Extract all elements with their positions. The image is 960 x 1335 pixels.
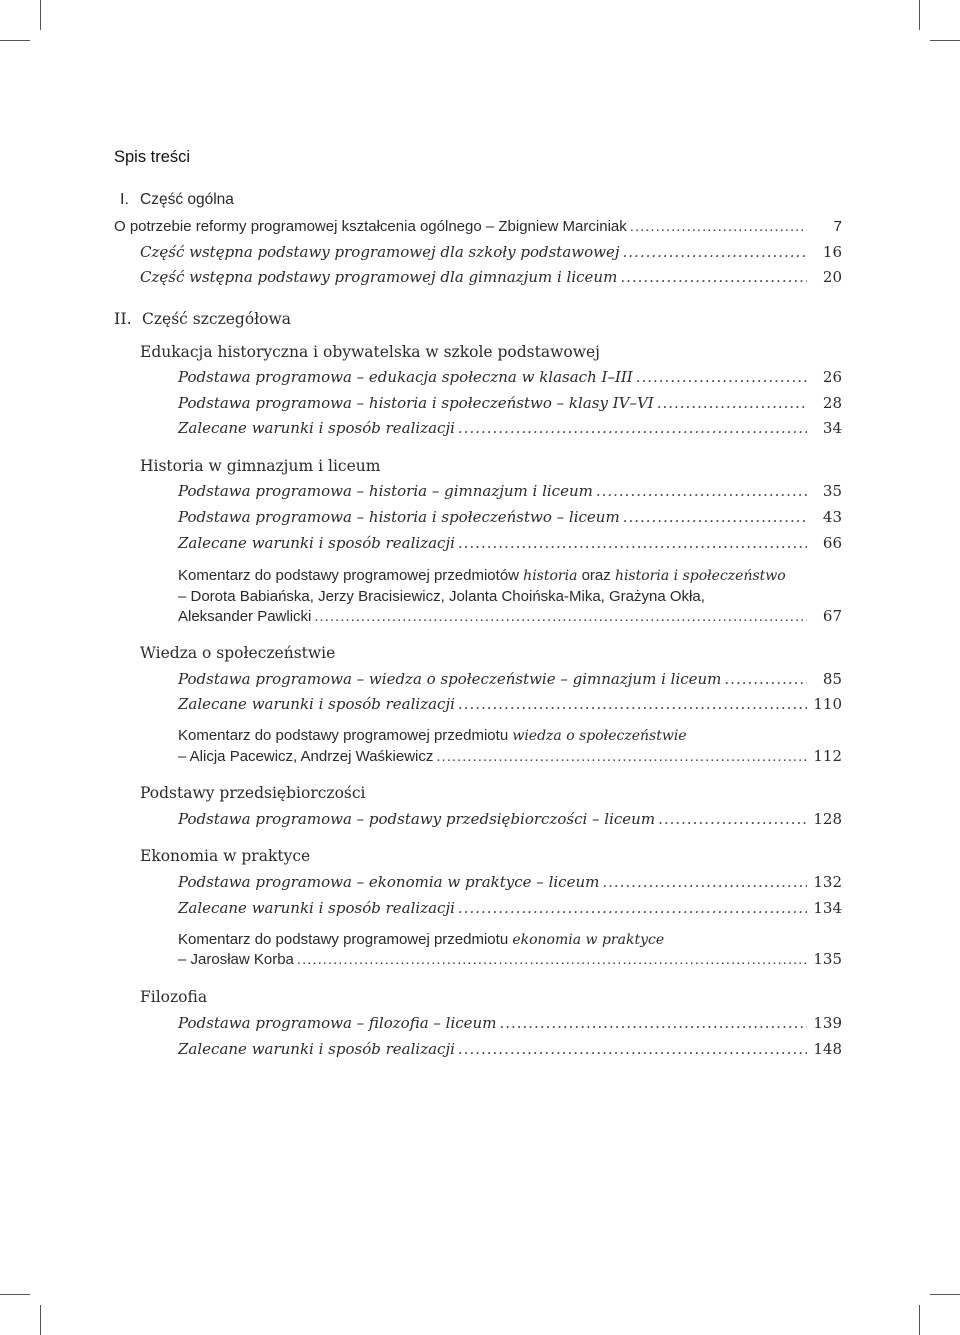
dot-leader bbox=[458, 898, 807, 918]
entry-label: Podstawa programowa – podstawy przedsiębiorczości – liceum bbox=[178, 810, 656, 828]
toc-entry[interactable] bbox=[178, 746, 842, 766]
entry-label: Zalecane warunki i sposób realizacji bbox=[178, 1040, 455, 1058]
entry-page: 7 bbox=[833, 218, 842, 235]
dot-leader bbox=[458, 694, 807, 714]
entry-label: – Alicja Pacewicz, Andrzej Waśkiewicz bbox=[178, 748, 434, 765]
toc-entry[interactable] bbox=[178, 1039, 842, 1059]
section-title-przedsiebiorczosc: Podstawy przedsiębiorczości bbox=[140, 784, 366, 802]
entry-page: 139 bbox=[813, 1014, 842, 1032]
part-1-number: I. bbox=[120, 191, 129, 208]
dot-leader bbox=[658, 809, 807, 829]
toc-entry[interactable] bbox=[140, 267, 842, 287]
toc-entry[interactable] bbox=[178, 367, 842, 387]
entry-page: 112 bbox=[813, 747, 842, 765]
entry-page: 135 bbox=[813, 950, 842, 968]
entry-page: 28 bbox=[822, 394, 842, 412]
comment-title bbox=[178, 930, 664, 950]
dot-leader bbox=[623, 507, 807, 527]
toc-entry[interactable] bbox=[114, 217, 842, 237]
entry-label: Zalecane warunki i sposób realizacji bbox=[178, 695, 455, 713]
dot-leader bbox=[630, 217, 807, 237]
entry-page: 66 bbox=[822, 534, 842, 552]
toc-entry[interactable] bbox=[178, 669, 842, 689]
entry-page: 43 bbox=[822, 508, 842, 526]
comment-subject: wiedza o społeczeństwie bbox=[512, 728, 687, 744]
dot-leader bbox=[314, 607, 807, 627]
crop-mark bbox=[40, 1305, 41, 1335]
dot-leader bbox=[724, 669, 807, 689]
comment-subject: historia bbox=[523, 568, 578, 584]
crop-mark bbox=[40, 0, 41, 30]
toc-entry[interactable] bbox=[178, 481, 842, 501]
dot-leader bbox=[602, 872, 807, 892]
entry-page: 34 bbox=[822, 419, 842, 437]
entry-label: Zalecane warunki i sposób realizacji bbox=[178, 419, 455, 437]
toc-entry[interactable] bbox=[178, 418, 842, 438]
entry-label: Zalecane warunki i sposób realizacji bbox=[178, 534, 455, 552]
crop-mark bbox=[919, 1305, 920, 1335]
entry-label: Podstawa programowa – historia i społeczeństwo – liceum bbox=[178, 508, 620, 526]
comment-authors: – Dorota Babiańska, Jerzy Bracisiewicz, Jolanta Choińska-Mika, Grażyna Okła, bbox=[178, 588, 705, 605]
crop-mark bbox=[930, 40, 960, 41]
comment-mid: oraz bbox=[577, 567, 615, 584]
part-2-number: II. bbox=[114, 309, 132, 328]
section-title-ekonomia: Ekonomia w praktyce bbox=[140, 847, 311, 865]
comment-title bbox=[178, 726, 687, 746]
entry-page: 134 bbox=[813, 899, 842, 917]
crop-mark bbox=[0, 40, 30, 41]
entry-label: Podstawa programowa – ekonomia w praktyce – liceum bbox=[178, 873, 600, 891]
toc-entry[interactable] bbox=[178, 1013, 842, 1033]
comment-subject: historia i społeczeństwo bbox=[614, 568, 786, 584]
dot-leader bbox=[620, 267, 807, 287]
entry-label: Podstawa programowa – historia i społeczeństwo – klasy IV–VI bbox=[178, 394, 654, 412]
entry-label: Część wstępna podstawy programowej dla gimnazjum i liceum bbox=[140, 268, 618, 286]
entry-label: – Jarosław Korba bbox=[178, 951, 294, 968]
dot-leader bbox=[458, 418, 807, 438]
dot-leader bbox=[499, 1013, 807, 1033]
toc-entry[interactable] bbox=[178, 872, 842, 892]
crop-mark bbox=[0, 1294, 30, 1295]
page-title: Spis treści bbox=[114, 148, 191, 166]
entry-label: Zalecane warunki i sposób realizacji bbox=[178, 899, 455, 917]
dot-leader bbox=[458, 1039, 807, 1059]
toc-entry[interactable] bbox=[178, 809, 842, 829]
entry-label: Podstawa programowa – historia – gimnazjum i liceum bbox=[178, 482, 593, 500]
entry-label: O potrzebie reformy programowej kształcenia ogólnego – Zbigniew Marciniak bbox=[114, 218, 627, 235]
dot-leader bbox=[436, 747, 807, 767]
comment-subject: ekonomia w praktyce bbox=[512, 932, 665, 948]
crop-mark bbox=[930, 1294, 960, 1295]
toc-entry[interactable] bbox=[178, 507, 842, 527]
entry-page: 85 bbox=[822, 670, 842, 688]
crop-mark bbox=[919, 0, 920, 30]
section-title-edukacja: Edukacja historyczna i obywatelska w szkole podstawowej bbox=[140, 343, 600, 361]
entry-page: 20 bbox=[822, 268, 842, 286]
comment-prefix: Komentarz do podstawy programowej przedmiotu bbox=[178, 931, 513, 948]
entry-label: Podstawa programowa – edukacja społeczna w klasach I–III bbox=[178, 368, 633, 386]
entry-page: 132 bbox=[813, 873, 842, 891]
entry-page: 67 bbox=[822, 607, 842, 625]
toc-entry[interactable] bbox=[178, 694, 842, 714]
comment-title bbox=[178, 566, 786, 586]
dot-leader bbox=[623, 242, 807, 262]
dot-leader bbox=[596, 481, 807, 501]
part-1-title: Część ogólna bbox=[140, 191, 234, 208]
entry-page: 110 bbox=[813, 695, 842, 713]
toc-entry[interactable] bbox=[178, 898, 842, 918]
entry-page: 26 bbox=[822, 368, 842, 386]
toc-entry[interactable] bbox=[178, 606, 842, 626]
comment-prefix: Komentarz do podstawy programowej przedmiotu bbox=[178, 727, 513, 744]
section-title-wos: Wiedza o społeczeństwie bbox=[140, 644, 336, 662]
dot-leader bbox=[297, 950, 807, 970]
entry-label: Część wstępna podstawy programowej dla szkoły podstawowej bbox=[140, 243, 620, 261]
dot-leader bbox=[657, 393, 807, 413]
section-title-filozofia: Filozofia bbox=[140, 988, 208, 1006]
dot-leader bbox=[636, 367, 807, 387]
entry-page: 148 bbox=[813, 1040, 842, 1058]
toc-entry[interactable] bbox=[140, 242, 842, 262]
part-2-title: Część szczegółowa bbox=[142, 310, 292, 328]
entry-label: Aleksander Pawlicki bbox=[178, 608, 312, 625]
dot-leader bbox=[458, 533, 807, 553]
entry-page: 128 bbox=[813, 810, 842, 828]
entry-label: Podstawa programowa – filozofia – liceum bbox=[178, 1014, 497, 1032]
comment-prefix: Komentarz do podstawy programowej przedmiotów bbox=[178, 567, 524, 584]
section-title-historia: Historia w gimnazjum i liceum bbox=[140, 457, 381, 475]
toc-entry[interactable] bbox=[178, 393, 842, 413]
toc-entry[interactable] bbox=[178, 533, 842, 553]
entry-page: 35 bbox=[822, 482, 842, 500]
toc-entry[interactable] bbox=[178, 949, 842, 969]
entry-label: Podstawa programowa – wiedza o społeczeństwie – gimnazjum i liceum bbox=[178, 670, 722, 688]
entry-page: 16 bbox=[822, 243, 842, 261]
